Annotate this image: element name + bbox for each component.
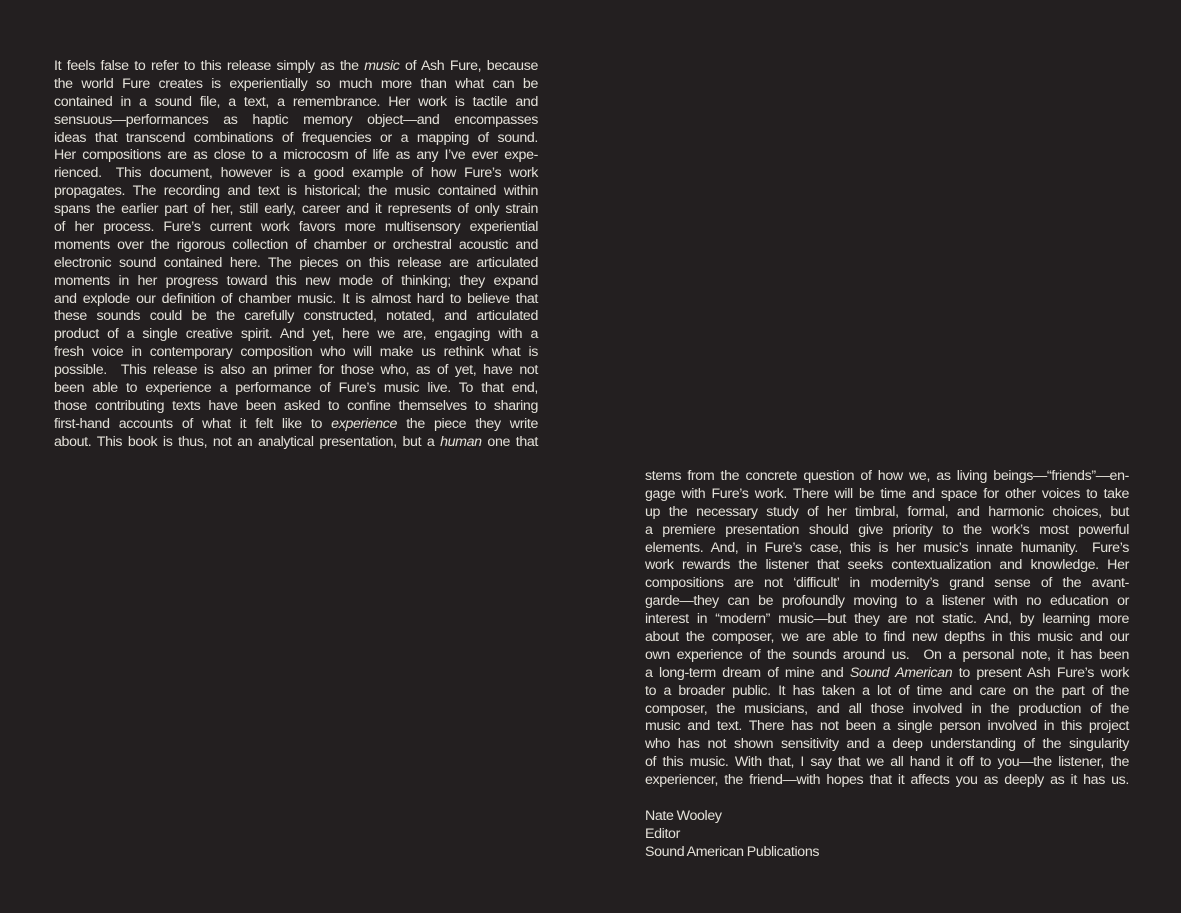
text-run: to present Ash Fure’s work bbox=[952, 664, 1129, 681]
text-run: garde—they can be profoundly moving to a listener with no education or bbox=[645, 593, 1129, 610]
text-line bbox=[645, 540, 1129, 558]
text-line bbox=[54, 344, 538, 362]
text-line bbox=[645, 736, 1129, 754]
text-line bbox=[54, 147, 538, 165]
essay-column-left bbox=[54, 58, 538, 452]
text-run: composer, the musicians, and all those involved in the production of the bbox=[645, 700, 1129, 717]
text-line bbox=[54, 326, 538, 344]
text-run: It feels false to refer to this release simply as the bbox=[54, 58, 365, 74]
text-run: been able to experience a performance of Fure’s music live. To that end, bbox=[54, 380, 538, 397]
text-run: who has not shown sensitivity and a deep understanding of the singularity bbox=[645, 736, 1129, 753]
text-run: of her process. Fure’s current work favors more multisensory experiential bbox=[54, 219, 538, 236]
text-run: the piece they write bbox=[397, 415, 539, 432]
text-line bbox=[54, 201, 538, 219]
text-line bbox=[645, 772, 1129, 790]
text-run: of Ash Fure, because bbox=[399, 58, 538, 74]
text-run: music and text. There has not been a single person involved in this project bbox=[645, 718, 1129, 735]
text-line bbox=[645, 701, 1129, 719]
text-line bbox=[645, 522, 1129, 540]
text-line bbox=[54, 255, 538, 273]
text-line bbox=[54, 183, 538, 201]
text-line bbox=[645, 557, 1129, 575]
text-line bbox=[54, 273, 538, 291]
text-line bbox=[54, 112, 538, 130]
text-run: the world Fure creates is experientially so much more than what can be bbox=[54, 75, 538, 92]
text-run: of this music. With that, I say that we all hand it off to you—the listener, the bbox=[645, 754, 1129, 771]
text-line bbox=[54, 434, 538, 452]
italic-text: Sound American bbox=[849, 664, 953, 681]
text-line bbox=[54, 219, 538, 237]
text-run: electronic sound contained here. The pieces on this release are articulated bbox=[54, 254, 538, 271]
text-run: sensuous—performances as haptic memory object—and encompasses bbox=[54, 111, 538, 128]
text-run: Her compositions are as close to a microcosm of life as any I’ve ever expe- bbox=[54, 147, 538, 164]
text-line bbox=[54, 398, 538, 416]
text-run: gage with Fure’s work. There will be time and space for other voices to take bbox=[645, 485, 1129, 502]
text-line bbox=[645, 665, 1129, 683]
text-line bbox=[645, 754, 1129, 772]
text-line bbox=[645, 629, 1129, 647]
text-run: one that bbox=[481, 433, 538, 450]
text-line bbox=[645, 647, 1129, 665]
signature-organization: Sound American Publications bbox=[645, 843, 820, 860]
text-line bbox=[54, 130, 538, 148]
text-line bbox=[645, 683, 1129, 701]
text-run: spans the earlier part of her, still early, career and it represents of only strain bbox=[54, 201, 538, 218]
text-run: product of a single creative spirit. And yet, here we are, engaging with a bbox=[54, 326, 538, 343]
text-run: first-hand accounts of what it felt like to bbox=[54, 415, 332, 432]
text-run: rienced. bbox=[54, 165, 102, 182]
text-run: stems from the concrete question of how we, as living beings—“friends”—en- bbox=[645, 468, 1129, 484]
text-run: experiencer, the friend—with hopes that it affects you as deeply as it has us. bbox=[645, 772, 1129, 789]
text-run: work rewards the listener that seeks contextualization and knowledge. Her bbox=[645, 557, 1129, 574]
text-run: ideas that transcend combinations of frequencies or a mapping of sound. bbox=[54, 129, 538, 146]
text-run: up the necessary study of her timbral, formal, and harmonic choices, but bbox=[645, 503, 1129, 520]
essay-column-right bbox=[645, 468, 1129, 862]
text-line bbox=[54, 308, 538, 326]
text-line bbox=[54, 165, 538, 183]
text-run: elements. And, in Fure’s case, this is her music’s innate humanity. bbox=[645, 539, 1078, 556]
text-run: and explode our definition of chamber music. It is almost hard to believe that bbox=[54, 290, 538, 307]
text-run: This document, however is a good example of how Fure’s work bbox=[115, 165, 538, 182]
text-run: to a broader public. It has taken a lot of time and care on the part of the bbox=[645, 682, 1129, 699]
text-line bbox=[645, 575, 1129, 593]
essay-text-right bbox=[645, 468, 1129, 790]
text-line bbox=[54, 58, 538, 76]
text-line bbox=[645, 486, 1129, 504]
text-line bbox=[645, 504, 1129, 522]
text-run: a long-term dream of mine and bbox=[645, 664, 850, 681]
text-run: these sounds could be the carefully constructed, notated, and articulated bbox=[54, 308, 538, 325]
text-run: about the composer, we are able to find new depths in this music and our bbox=[645, 629, 1129, 646]
text-run: those contributing texts have been asked to confine themselves to sharing bbox=[54, 397, 538, 414]
signature-role: Editor bbox=[645, 825, 680, 842]
text-line bbox=[645, 468, 1129, 486]
text-line bbox=[54, 76, 538, 94]
signature-block bbox=[645, 808, 1129, 862]
text-line bbox=[54, 362, 538, 380]
text-run: possible. bbox=[54, 362, 107, 379]
text-run: compositions are not ‘difficult’ in modernity’s grand sense of the avant- bbox=[645, 575, 1129, 592]
text-run: Fure’s bbox=[1091, 539, 1129, 556]
text-line bbox=[645, 593, 1129, 611]
italic-text: human bbox=[440, 433, 482, 450]
text-run: moments over the rigorous collection of chamber or orchestral acoustic and bbox=[54, 236, 538, 253]
signature-name: Nate Wooley bbox=[645, 807, 722, 824]
text-run: This release is also an primer for those who, as of yet, have not bbox=[120, 362, 538, 379]
text-line bbox=[54, 94, 538, 112]
text-run: about. This book is thus, not an analytical presentation, but a bbox=[54, 433, 441, 450]
text-run: moments in her progress toward this new mode of thinking; they expand bbox=[54, 272, 538, 289]
text-run: a premiere presentation should give priority to the work’s most powerful bbox=[645, 521, 1129, 538]
text-line bbox=[54, 237, 538, 255]
text-line bbox=[54, 380, 538, 398]
text-run: On a personal note, it has been bbox=[923, 646, 1129, 663]
text-run: contained in a sound file, a text, a remembrance. Her work is tactile and bbox=[54, 93, 538, 110]
text-run: own experience of the sounds around us. bbox=[645, 646, 910, 663]
text-line bbox=[54, 291, 538, 309]
text-run: propagates. The recording and text is historical; the music contained within bbox=[54, 183, 538, 200]
text-line bbox=[54, 416, 538, 434]
italic-text: experience bbox=[331, 415, 398, 432]
text-run: interest in “modern” music—but they are not static. And, by learning more bbox=[645, 611, 1129, 628]
text-line bbox=[645, 611, 1129, 629]
text-line bbox=[645, 718, 1129, 736]
text-run: fresh voice in contemporary composition who will make us rethink what is bbox=[54, 344, 538, 361]
italic-text: music bbox=[364, 58, 400, 74]
